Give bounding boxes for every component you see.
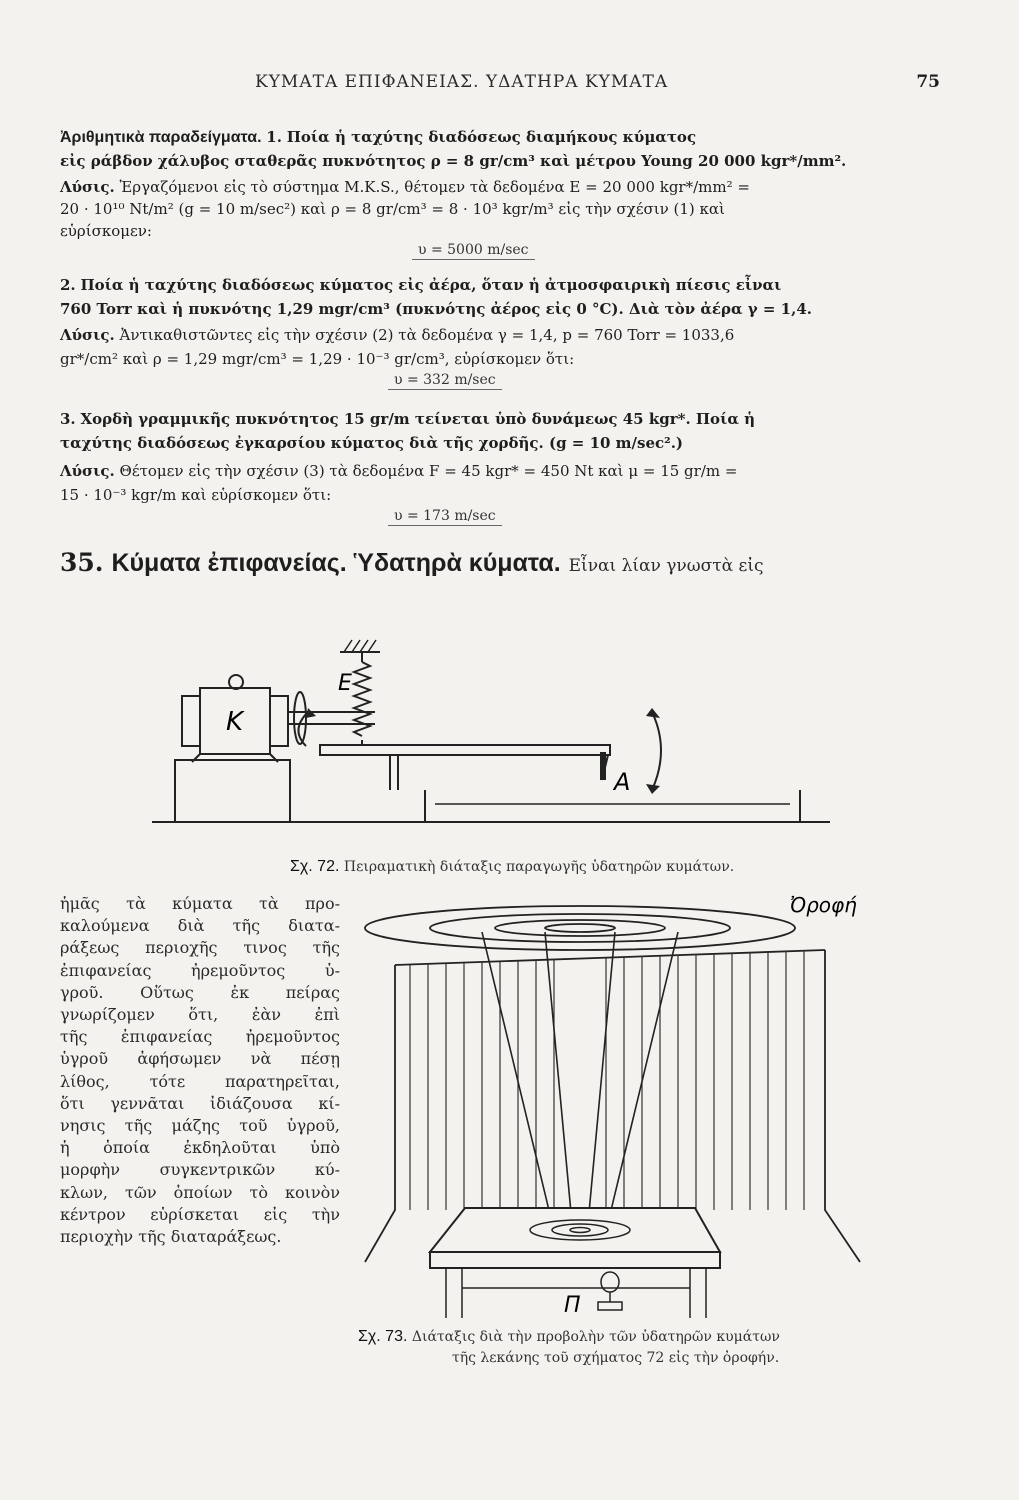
plate-tip [600,752,606,780]
figure-73-caption-line2: τῆς λεκάνης τοῦ σχήματος 72 εἰς τὴν ὀροφήν. [452,1350,780,1366]
header-title: ΚΥΜΑΤΑ ΕΠΙΦΑΝΕΙΑΣ. ΥΔΑΤΗΡΑ ΚΥΜΑΤΑ [255,72,669,92]
motor-end-left [182,696,200,746]
example3-question-line2: ταχύτης διαδόσεως ἐγκαρσίου κύματος διὰ τῆς χορδῆς. (g = 10 m/sec².) [60,434,684,452]
motor-end-right [270,696,288,746]
body-line: ἐπιφανείας ἠρεμοῦντος ὑ- [60,960,340,980]
figure-72-caption-label: Σχ. 72. [290,858,340,875]
example2-result: υ = 332 m/sec [388,372,502,390]
figure-73-caption-label: Σχ. 73. [358,1328,408,1345]
section-title: Κύματα ἐπιφανείας. Ὑδατηρὰ κύματα. [111,549,561,577]
section-continuation: Εἶναι λίαν γνωστὰ εἰς [568,556,764,576]
running-header [60,70,940,100]
figure-73-caption-line1: Διάταξις διὰ τὴν προβολὴν τῶν ὑδατηρῶν κυμάτων [411,1329,780,1345]
figure-73-projection [350,890,960,1318]
figure-72-caption [290,858,734,876]
section-number: 35. [60,548,104,577]
motor-handle [229,675,243,689]
example3-solution-text: Θέτομεν εἰς τὴν σχέσιν (3) τὰ δεδομένα F = 45 kgr* = 450 Nt καὶ μ = 15 gr/m = [119,462,738,480]
example3-question: Χορδὴ γραμμικῆς πυκνότητος 15 gr/m τείνεται ὑπὸ δυνάμεως 45 kgr*. Ποία ἡ [80,410,755,428]
basin-top [430,1208,720,1252]
example1-question: Ποία ἡ ταχύτης διαδόσεως διαμήκους κύματος [286,128,697,146]
body-line: ἡ ὁποία ἐκδηλοῦται ὑπὸ [60,1138,340,1158]
figure-72-apparatus [140,590,840,852]
table-edge [430,1252,720,1268]
label-spring: E [338,671,352,696]
example1-question-line1 [60,126,900,149]
water-tank [425,790,800,822]
example1-question-line2: εἰς ράβδον χάλυβος σταθερᾶς πυκνότητος ρ = 8 gr/cm³ καὶ μέτρου Young 20 000 kgr*/mm². [60,152,847,170]
label-lamp: Π [564,1293,581,1318]
example1-solution-line1 [60,176,900,198]
example3-number: 3. [60,410,76,428]
figure-72-caption-text: Πειραματικὴ διάταξις παραγωγῆς ὑδατηρῶν κυμάτων. [343,859,735,875]
label-ceiling: Ὀροφή [790,893,857,917]
example3-question-line1 [60,408,900,430]
example2-solution-line1 [60,324,900,346]
body-line: νησις τῆς μάζης τοῦ ὑγροῦ, [60,1116,340,1136]
example1-solution-line3: εὑρίσκομεν: [60,222,152,240]
oscillation-arrow [652,712,661,790]
example3-solution-line1 [60,460,900,482]
example3-solution-line2: 15 · 10⁻³ kgr/m καὶ εὑρίσκομεν ὅτι: [60,486,332,504]
page-number: 75 [916,72,940,92]
examples-heading: Ἀριθμητικὰ παραδείγματα. [60,129,262,146]
wall-left [365,965,395,1262]
wall-right [825,950,860,1262]
body-line: ράξεως περιοχῆς τινος τῆς [60,938,340,958]
body-line: ὅτι γεννᾶται ἰδιάζουσα κί- [60,1093,340,1113]
body-line: καλούμενα διὰ τῆς διατα- [60,916,340,936]
example1-number: 1. [266,128,282,146]
figure-73-caption [358,1328,780,1346]
example1-solution-line2: 20 · 10¹⁰ Nt/m² (g = 10 m/sec²) καὶ ρ = 8 gr/cm³ = 8 · 10³ kgr/m³ εἰς τὴν σχέσιν (1) καὶ [60,200,725,218]
example3-solution-label: Λύσις. [60,462,115,480]
example1-result: υ = 5000 m/sec [412,242,535,260]
body-line: περιοχὴν τῆς διαταράξεως. [60,1227,282,1247]
example2-question-line1 [60,274,900,296]
body-line: κλων, τῶν ὁποίων τὸ κοινὸν [60,1182,340,1202]
example2-question: Ποία ἡ ταχύτης διαδόσεως κύματος εἰς ἀέρα, ὅταν ἡ ἀτμοσφαιρικὴ πίεσις εἶναι [80,276,782,294]
label-motor: K [226,707,244,737]
body-line: ἡμᾶς τὰ κύματα τὰ προ- [60,894,340,913]
body-line: ὑγροῦ ἀφήσωμεν νὰ πέσῃ [60,1049,340,1069]
wall-lines [410,950,804,1210]
example2-number: 2. [60,276,76,294]
example2-solution-line2: gr*/cm² καὶ ρ = 1,29 mgr/cm³ = 1,29 · 10⁻³ gr/cm³, εὑρίσκομεν ὅτι: [60,350,575,368]
body-line: λίθος, τότε παρατηρεῖται, [60,1071,340,1091]
body-line: κέντρον εὑρίσκεται εἰς τὴν [60,1204,340,1224]
motor-pedestal [175,760,290,822]
body-line: τῆς ἐπιφανείας ἠρεμοῦντος [60,1027,340,1047]
body-line: γνωρίζομεν ὅτι, ἐὰν ἐπὶ [60,1005,340,1025]
body-line: μορφὴν συγκεντρικῶν κύ- [60,1160,340,1180]
lever-bar [320,745,610,755]
example2-question-line2: 760 Torr καὶ ἡ πυκνότης 1,29 mgr/cm³ (πυκνότης ἀέρος εἰς 0 °C). Διὰ τὸν ἀέρα γ = 1,4. [60,300,812,318]
label-plate: A [614,768,631,796]
section-heading [60,548,940,578]
example1-solution-text: Ἐργαζόμενοι εἰς τὸ σύστημα M.K.S., θέτομεν τὰ δεδομένα E = 20 000 kgr*/mm² = [119,178,750,196]
example1-solution-label: Λύσις. [60,178,115,196]
body-line: γροῦ. Οὕτως ἐκ πείρας [60,982,340,1002]
lamp-bulb [601,1272,619,1292]
body-column [60,893,340,1248]
example2-solution-text: Ἀντικαθιστῶντες εἰς τὴν σχέσιν (2) τὰ δεδομένα γ = 1,4, p = 760 Torr = 1033,6 [119,326,735,344]
example2-solution-label: Λύσις. [60,326,115,344]
example3-result: υ = 173 m/sec [388,508,502,526]
